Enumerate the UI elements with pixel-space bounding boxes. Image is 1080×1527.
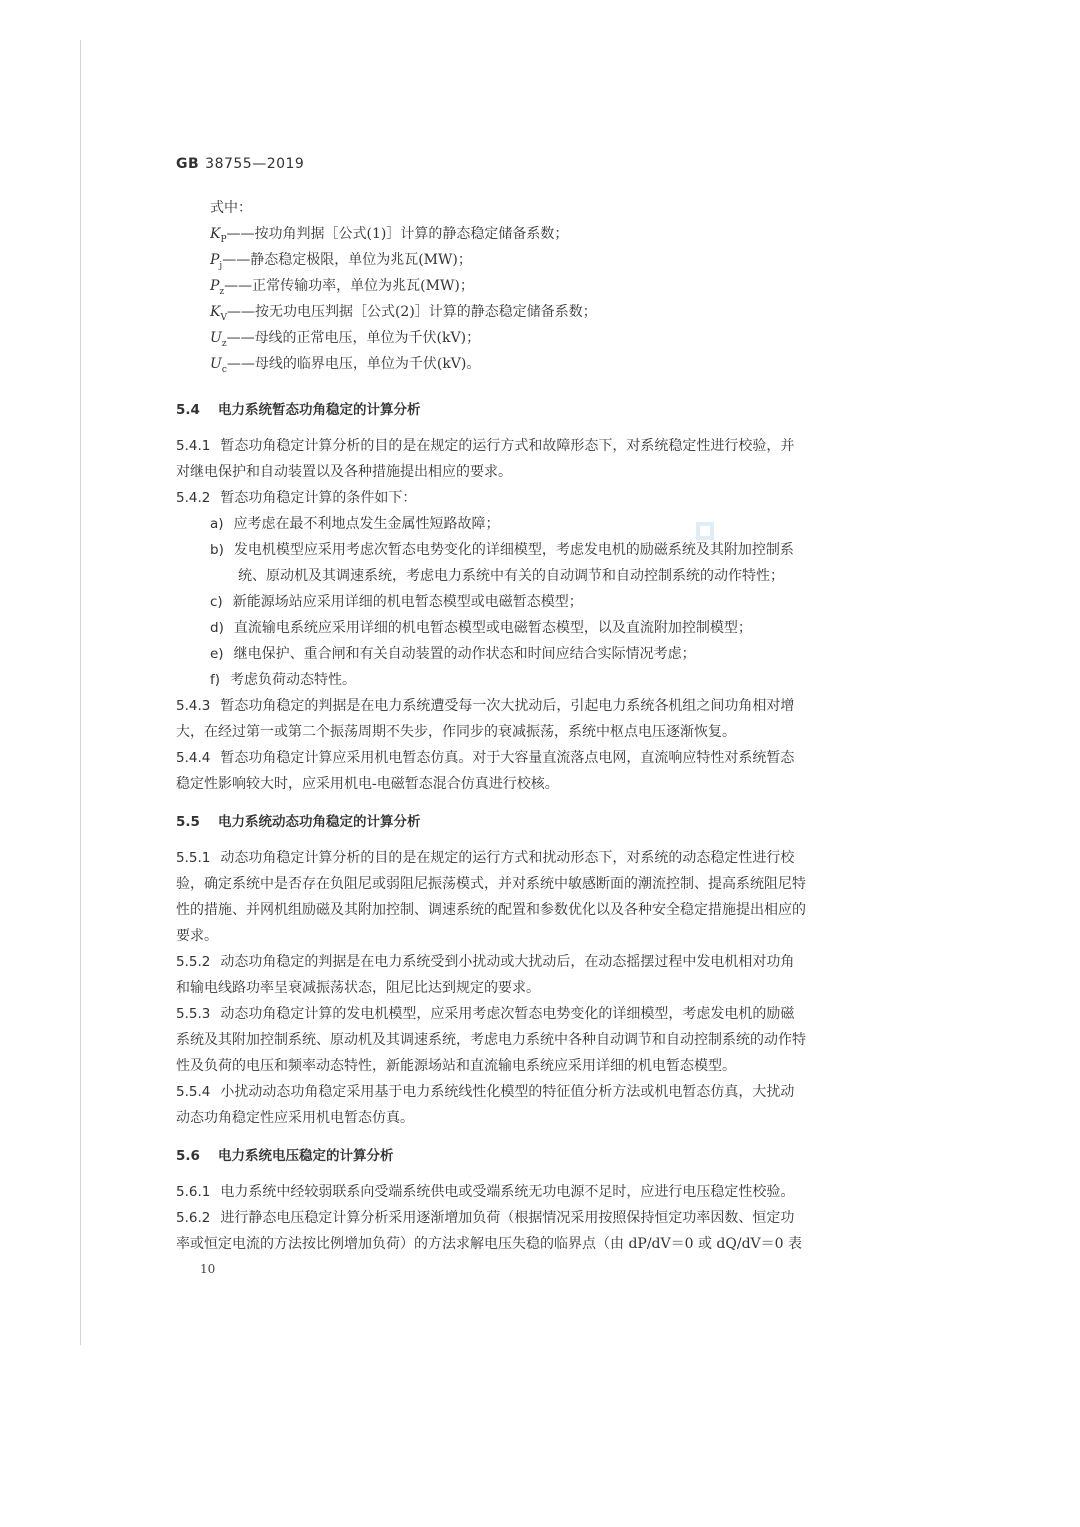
list-item: d) 直流输电系统应采用详细的机电暂态模型或电磁暂态模型，以及直流附加控制模型；: [210, 620, 752, 636]
standard-header: [176, 156, 304, 172]
paragraph-line: 性的措施、并网机组励磁及其附加控制、调速系统的配置和参数优化以及各种安全稳定措施提出相应的: [176, 902, 806, 918]
paragraph-line: 5.4.4 暂态功角稳定计算应采用机电暂态仿真。对于大容量直流落点电网，直流响应特性对系统暂态: [176, 750, 795, 766]
section-heading-5-4: 5.4 电力系统暂态功角稳定的计算分析: [176, 402, 421, 418]
symbol-row: $P_z——$正常传输功率，单位为兆瓦(MW)；: [210, 278, 474, 297]
symbol-row: $P_j——$静态稳定极限，单位为兆瓦(MW)；: [210, 252, 472, 271]
list-item: c) 新能源场站应采用详细的机电暂态模型或电磁暂态模型；: [210, 594, 583, 610]
paragraph-line: 5.6.2 进行静态电压稳定计算分析采用逐渐增加负荷（根据情况采用按照保持恒定功率因数、恒定功: [176, 1210, 795, 1226]
paragraph-line: 稳定性影响较大时，应采用机电-电磁暂态混合仿真进行校核。: [176, 776, 559, 792]
standard-code: GB: [176, 156, 200, 172]
standard-number: 38755—2019: [205, 156, 305, 172]
list-item: f) 考虑负荷动态特性。: [210, 672, 357, 688]
paragraph-line: 大，在经过第一或第二个振荡周期不失步，作同步的衰减振荡，系统中枢点电压逐渐恢复。: [176, 724, 736, 740]
where-label: 式中：: [210, 200, 252, 216]
page-number: 10: [200, 1262, 216, 1276]
paragraph-line: 和输电线路功率呈衰减振荡状态，阻尼比达到规定的要求。: [176, 980, 540, 996]
symbol-row: $K_V——$按无功电压判据［公式(2)］计算的静态稳定储备系数；: [210, 304, 597, 323]
symbol-row: $U_z——$母线的正常电压，单位为千伏(kV)；: [210, 330, 481, 349]
list-item: b) 发电机模型应采用考虑次暂态电势变化的详细模型，考虑发电机的励磁系统及其附加控制系: [210, 542, 794, 558]
section-heading-5-6: 5.6 电力系统电压稳定的计算分析: [176, 1148, 394, 1164]
paragraph-line: 5.6.1 电力系统中经较弱联系向受端系统供电或受端系统无功电源不足时，应进行电压稳定性校验。: [176, 1184, 795, 1200]
paragraph-line: 5.5.4 小扰动动态功角稳定采用基于电力系统线性化模型的特征值分析方法或机电暂态仿真，大扰动: [176, 1084, 795, 1100]
paragraph-line: 率或恒定电流的方法按比例增加负荷）的方法求解电压失稳的临界点（由 dP/dV＝0 或 dQ/dV＝0 表: [176, 1236, 803, 1252]
page-margin-rule: [80, 40, 81, 1345]
section-heading-5-5: 5.5 电力系统动态功角稳定的计算分析: [176, 814, 421, 830]
paragraph-line: 5.5.3 动态功角稳定计算的发电机模型，应采用考虑次暂态电势变化的详细模型，考虑发电机的励磁: [176, 1006, 795, 1022]
paragraph-line: 要求。: [176, 928, 218, 944]
paragraph-line: 验，确定系统中是否存在负阻尼或弱阻尼振荡模式，并对系统中敏感断面的潮流控制、提高系统阻尼特: [176, 876, 806, 892]
list-item: a) 应考虑在最不利地点发生金属性短路故障；: [210, 516, 500, 532]
paragraph-line: 对继电保护和自动装置以及各种措施提出相应的要求。: [176, 464, 512, 480]
paragraph-line: 5.4.3 暂态功角稳定的判据是在电力系统遭受每一次大扰动后，引起电力系统各机组之间功角相对增: [176, 698, 795, 714]
paragraph-line: 5.4.2 暂态功角稳定计算的条件如下：: [176, 490, 417, 506]
paragraph-line: 5.5.1 动态功角稳定计算分析的目的是在规定的运行方式和扰动形态下，对系统的动态稳定性进行校: [176, 850, 795, 866]
symbol-row: $K_P——$按功角判据［公式(1)］计算的静态稳定储备系数；: [210, 226, 569, 245]
symbol-row: $U_c——$母线的临界电压，单位为千伏(kV)。: [210, 356, 481, 375]
paragraph-line: 5.5.2 动态功角稳定的判据是在电力系统受到小扰动或大扰动后，在动态摇摆过程中发电机相对功角: [176, 954, 795, 970]
paragraph-line: 系统及其附加控制系统、原动机及其调速系统，考虑电力系统中各种自动调节和自动控制系统的动作特: [176, 1032, 806, 1048]
list-item-continuation: 统、原动机及其调速系统，考虑电力系统中有关的自动调节和自动控制系统的动作特性；: [238, 568, 784, 584]
paragraph-line: 动态功角稳定性应采用机电暂态仿真。: [176, 1110, 414, 1126]
paragraph-line: 性及负荷的电压和频率动态特性，新能源场站和直流输电系统应采用详细的机电暂态模型。: [176, 1058, 736, 1074]
watermark-icon: [694, 520, 716, 542]
list-item: e) 继电保护、重合闸和有关自动装置的动作状态和时间应结合实际情况考虑；: [210, 646, 696, 662]
paragraph-line: 5.4.1 暂态功角稳定计算分析的目的是在规定的运行方式和故障形态下，对系统稳定性进行校验，并: [176, 438, 795, 454]
